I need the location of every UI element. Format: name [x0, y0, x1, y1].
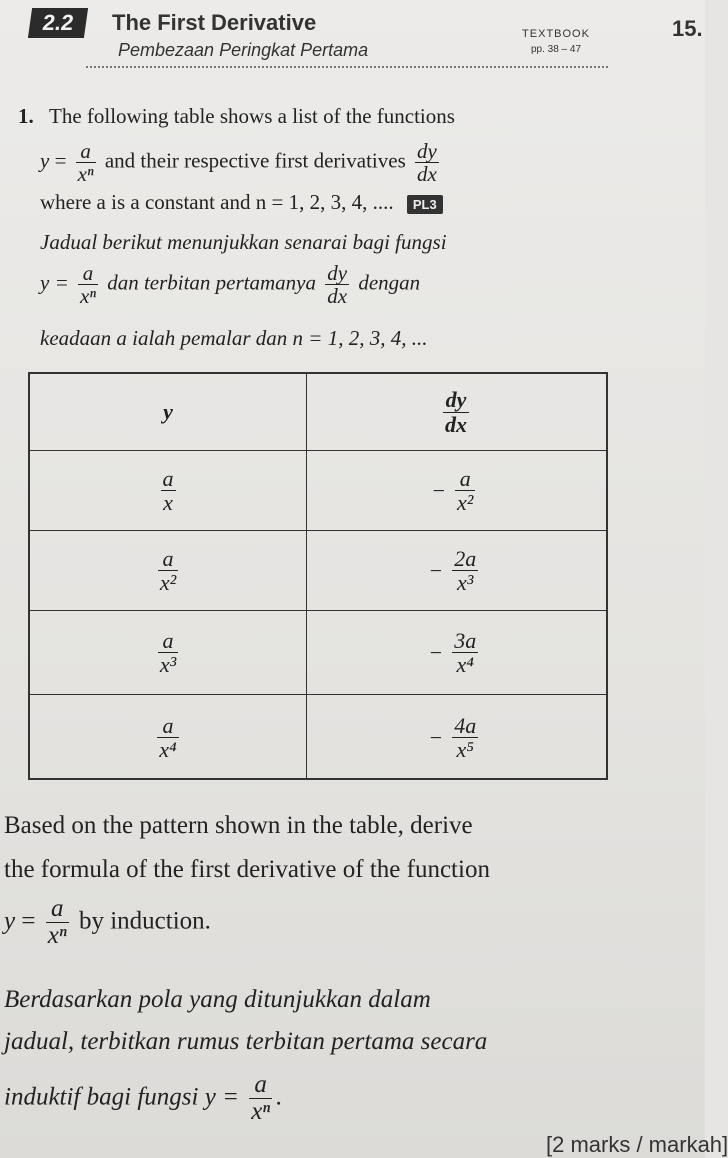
fraction-denominator: x [163, 490, 173, 515]
y-var: y [204, 1083, 216, 1111]
table-cell-derivative [306, 611, 606, 694]
table-cell-y [30, 451, 306, 530]
fraction-a-over-xn [76, 140, 96, 185]
question-ms-line-3: keadaan a ialah pemalar dan n = 1, 2, 3, 4, ... [40, 326, 428, 350]
textbook-reference [506, 28, 606, 55]
section-badge [28, 8, 88, 38]
section-subtitle: Pembezaan Peringkat Pertama [118, 40, 369, 60]
fraction-a-over-xn [249, 1072, 272, 1126]
table-row [30, 530, 606, 610]
fraction-numerator: a [158, 547, 178, 571]
fraction-dy-dx [325, 262, 349, 307]
fraction-dy-dx [443, 388, 469, 435]
table-cell-derivative [306, 695, 606, 780]
question-number: 1. [18, 104, 34, 128]
function-derivative-table [28, 372, 608, 780]
fraction-a-over-xn [78, 262, 98, 307]
period: . [276, 1083, 283, 1111]
fraction-denominator: x² [159, 570, 177, 595]
question-line-1 [18, 104, 455, 129]
fraction-y [157, 714, 178, 761]
fraction-numerator: a [158, 629, 178, 653]
equals-sign: = [54, 270, 69, 295]
equals-sign: = [222, 1083, 239, 1111]
fraction-y [158, 547, 178, 594]
fraction-numerator: 4a [454, 712, 477, 738]
fraction-numerator: dy [327, 261, 348, 285]
fraction-denominator: dx [327, 284, 348, 309]
y-var: y [40, 148, 50, 173]
minus-sign: − [429, 639, 443, 665]
textbook-pages: pp. 38 – 47 [530, 44, 582, 55]
task-en-line-1: Based on the pattern shown in the table, derive [4, 812, 473, 839]
fraction-derivative [452, 629, 478, 676]
fraction-denominator: x⁴ [159, 737, 177, 762]
fraction-numerator: a [76, 140, 96, 163]
minus-sign: − [429, 557, 443, 583]
fraction-numerator: a [78, 262, 98, 285]
textbook-label: TEXTBOOK [522, 28, 590, 40]
task-en-line-3 [4, 896, 211, 950]
fraction-denominator: xⁿ [47, 922, 67, 950]
fraction-denominator: xⁿ [77, 162, 94, 187]
table-header-y [30, 374, 306, 450]
fraction-y [158, 629, 178, 676]
fraction-denominator: xⁿ [251, 1098, 271, 1126]
fraction-numerator: dy [443, 388, 469, 412]
table-row [30, 610, 606, 694]
fraction-y [161, 467, 176, 514]
question-ms-line-1: Jadual berikut menunjukkan senarai bagi fungsi [40, 230, 447, 254]
task-ms-line-2: jadual, terbitkan rumus terbitan pertama secara [4, 1028, 488, 1055]
question-ms-line-2 [40, 262, 420, 307]
fraction-denominator: x² [457, 490, 474, 515]
equals-sign: = [54, 148, 67, 173]
fraction-derivative [452, 547, 478, 594]
fraction-denominator: x⁴ [456, 652, 474, 677]
task-ms-line3-start: induktif bagi fungsi [4, 1083, 199, 1111]
question-line-2 [40, 140, 443, 185]
table-row [30, 450, 606, 530]
fraction-denominator: x³ [457, 570, 474, 595]
y-var: y [4, 907, 16, 935]
section-number: 2.2 [41, 10, 76, 35]
fraction-numerator: a [162, 465, 174, 491]
header-y-label: y [163, 399, 173, 424]
question-ms-line2-mid: dan terbitan pertamanya [107, 270, 316, 295]
fraction-numerator: 3a [454, 627, 477, 653]
table-cell-derivative [306, 531, 606, 610]
fraction-derivative [452, 714, 478, 761]
table-cell-y [30, 611, 306, 694]
fraction-denominator: dx [417, 162, 437, 187]
marks-label: [2 marks / markah] [546, 1132, 728, 1157]
minus-sign: − [432, 477, 446, 503]
section-title: The First Derivative [112, 10, 317, 35]
fraction-numerator: a [249, 1072, 272, 1099]
fraction-denominator: x³ [159, 652, 177, 677]
fraction-numerator: 2a [454, 545, 477, 571]
table-header-dydx [306, 374, 606, 450]
task-ms-line-1: Berdasarkan pola yang ditunjukkan dalam [4, 986, 431, 1013]
question-en-line1: The following table shows a list of the functions [49, 104, 455, 128]
question-en-line3: where a is a constant and n = 1, 2, 3, 4, .... [40, 190, 394, 214]
fraction-numerator: a [455, 467, 475, 491]
table-cell-y [30, 531, 306, 610]
task-en-line3-end: by induction. [78, 907, 211, 935]
fraction-a-over-xn [46, 896, 69, 950]
fraction-denominator: x⁵ [456, 737, 474, 762]
level-badge: PL3 [407, 195, 443, 214]
table-cell-y [30, 695, 306, 780]
table-cell-derivative [306, 451, 606, 530]
y-var: y [40, 270, 50, 295]
fraction-denominator: dx [445, 411, 467, 437]
fraction-numerator: a [157, 714, 178, 738]
fraction-derivative [455, 467, 475, 514]
header-divider [86, 66, 608, 68]
equals-sign: = [21, 907, 36, 935]
task-en-line-2: the formula of the first derivative of the function [4, 856, 490, 883]
minus-sign: − [429, 724, 443, 750]
table-header-row [30, 374, 606, 450]
fraction-numerator: a [46, 896, 69, 923]
question-ms-line2-end: dengan [358, 270, 421, 295]
question-en-line2: and their respective first derivatives [104, 148, 406, 173]
page-question-number: 15. [672, 16, 703, 41]
fraction-numerator: dy [417, 139, 437, 163]
fraction-dy-dx [415, 140, 439, 185]
fraction-denominator: xⁿ [80, 284, 96, 309]
question-line-3 [40, 190, 443, 215]
task-ms-line-3 [4, 1072, 282, 1126]
table-row [30, 694, 606, 780]
